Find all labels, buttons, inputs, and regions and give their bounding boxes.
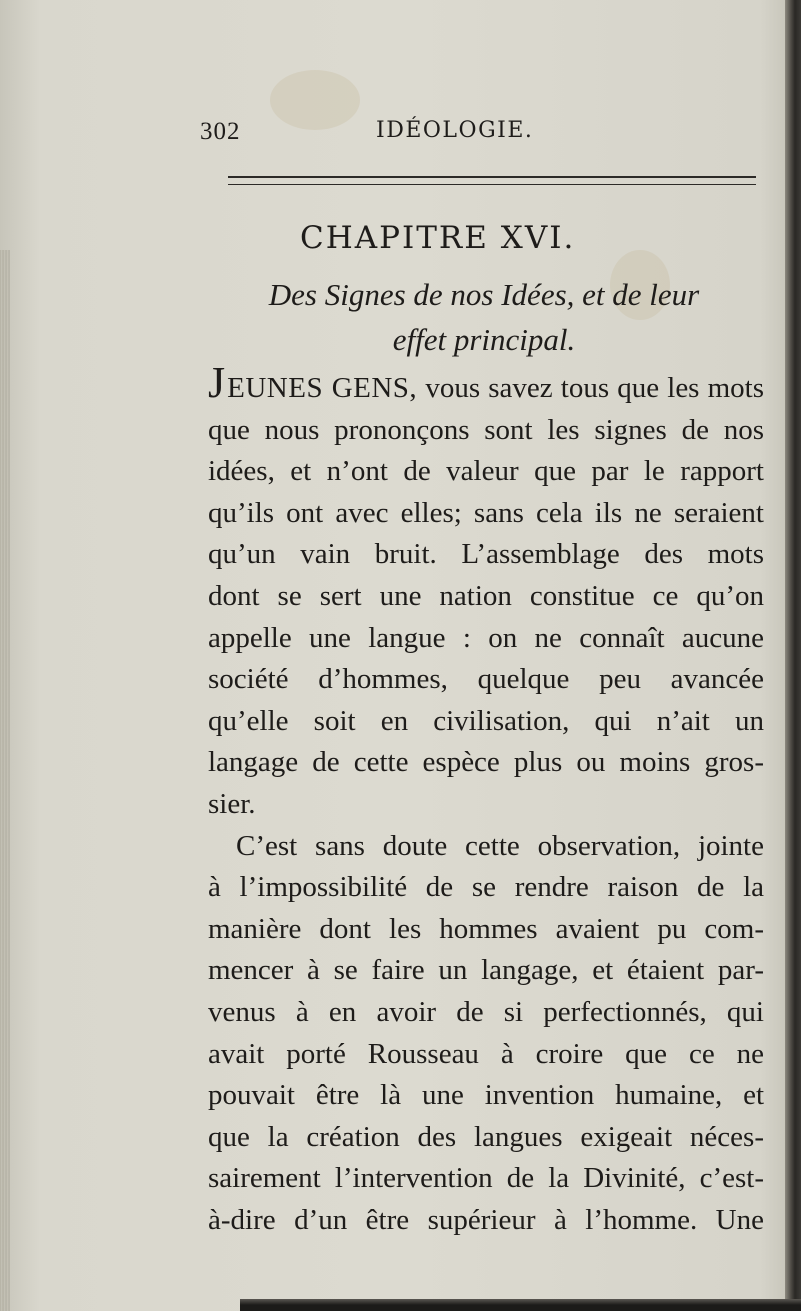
page-header — [200, 118, 760, 154]
chapter-title: CHAPITRE XVI. — [300, 220, 576, 256]
page-bottom-shadow — [240, 1299, 801, 1311]
opening-rest: vous savez tous que les mots — [417, 372, 765, 404]
text-line: dont se sert une nation constitue ce qu’on — [208, 579, 764, 612]
body-text — [208, 358, 765, 1241]
text-line: qu’elle soit en civilisation, qui n’ait un — [208, 704, 764, 737]
text-line: venus à en avoir de si perfectionnés, qui — [208, 995, 764, 1028]
text-line: qu’ils ont avec elles; sans cela ils ne seraient — [208, 496, 764, 529]
header-rule — [228, 176, 756, 185]
text-line: manière dont les hommes avaient pu com- — [208, 912, 764, 945]
page-left-edge — [0, 250, 10, 1311]
chapter-subtitle-line-1: Des Signes de nos Idées, et de leur — [268, 277, 700, 312]
text-line: sairement l’intervention de la Divinité, c’est- — [208, 1162, 764, 1195]
opening-words: EUNES GENS, — [227, 372, 418, 404]
text-line: C’est sans doute cette observation, jointe — [236, 829, 764, 862]
text-line: pouvait être là une invention humaine, et — [208, 1079, 764, 1112]
text-line: à l’impossibilité de se rendre raison de la — [208, 871, 764, 904]
text-line: mencer à se faire un langage, et étaient par- — [208, 954, 764, 987]
text-line: que nous prononçons sont les signes de nos — [208, 413, 764, 446]
text-line: appelle une langue : on ne connaît aucune — [208, 621, 764, 654]
text-line — [208, 358, 765, 410]
text-line: sier. — [208, 787, 256, 820]
page-number: 302 — [200, 118, 241, 145]
text-line: langage de cette espèce plus ou moins gros- — [208, 746, 764, 779]
book-spine-shadow — [785, 0, 801, 1311]
text-line: société d’hommes, quelque peu avancée — [208, 663, 764, 696]
text-line: qu’un vain bruit. L’assemblage des mots — [208, 538, 764, 571]
text-line: idées, et n’ont de valeur que par le rapport — [208, 455, 764, 488]
running-title: IDÉOLOGIE. — [376, 118, 534, 143]
text-line: avait porté Rousseau à croire que ce ne — [208, 1037, 764, 1070]
text-line: que la création des langues exigeait néces- — [208, 1120, 764, 1153]
drop-cap: J — [208, 358, 228, 407]
chapter-subtitle-line-2: effet principal. — [392, 322, 576, 357]
text-line: à-dire d’un être supérieur à l’homme. Une — [208, 1203, 764, 1236]
